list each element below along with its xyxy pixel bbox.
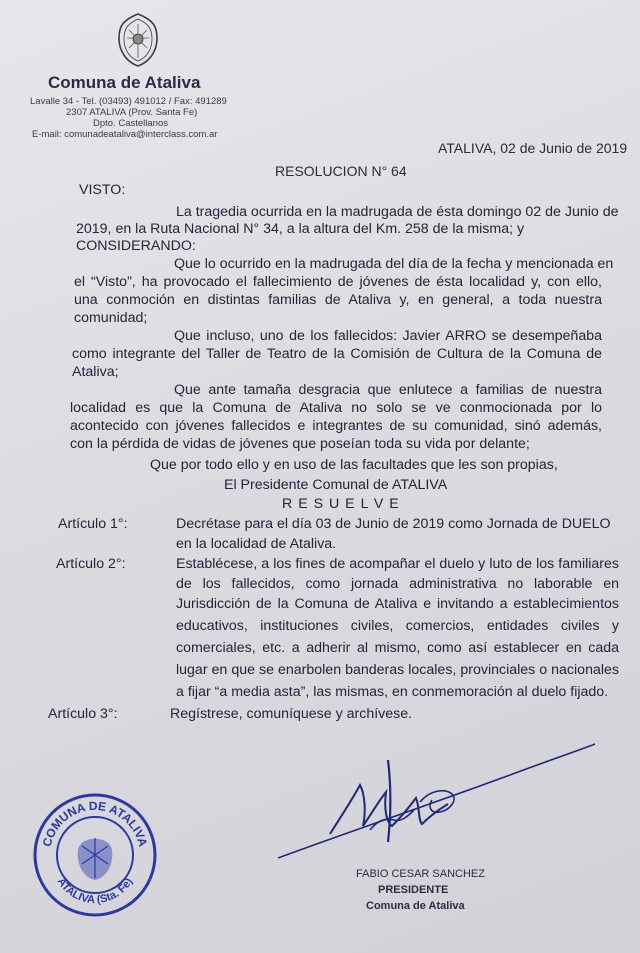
articulo-1-line: Decrétase para el día 03 de Junio de 2019 como Jornada de DUELO xyxy=(176,516,611,532)
resolution-title: RESOLUCION N° 64 xyxy=(275,163,407,179)
considerando-line: como integrante del Taller de Teatro de la Comisión de Cultura de la Comuna de xyxy=(72,346,602,362)
articulo-2-line: lugar en que se enarbolen banderas locales, provinciales o nacionales xyxy=(176,662,619,678)
presidente-line: El Presidente Comunal de ATALIVA xyxy=(224,477,448,493)
letterhead-dept: Dpto. Castellanos xyxy=(93,118,168,129)
considerando-line: una conmoción en distintas familias de Ataliva y, en general, a toda nuestra xyxy=(74,292,602,308)
articulo-1-line: en la localidad de Ataliva. xyxy=(176,536,337,552)
official-seal-icon xyxy=(30,790,160,920)
document-date: ATALIVA, 02 de Junio de 2019 xyxy=(438,140,628,156)
articulo-3-label: Artículo 3°: xyxy=(48,706,118,722)
considerando-line: Que ante tamaña desgracia que enlutece a familias de nuestra xyxy=(174,382,602,398)
visto-line: La tragedia ocurrida en la madrugada de ésta domingo 02 de Junio de xyxy=(176,204,619,220)
articulo-3-line: Regístrese, comuníquese y archívese. xyxy=(170,706,413,722)
articulo-2-line: Establécese, a los fines de acompañar el duelo y luto de los familiares xyxy=(176,556,619,572)
considerando-line: comunidad; xyxy=(74,310,148,326)
articulo-2-line: de los fallecidos, como jornada administrativa no laborable en xyxy=(176,576,619,592)
svg-text:ATALIVA (Sta. Fe) xyxy=(55,876,136,906)
articulo-2-line: Jurisdicción de la Comuna de Ataliva e invitando a establecimientos xyxy=(176,596,619,612)
letterhead-email: E-mail: comunadeataliva@interclass.com.ar xyxy=(32,129,218,140)
resuelve-heading: R E S U E L V E xyxy=(282,496,400,512)
considerando-line: Que incluso, uno de los fallecidos: Javier ARRO se desempeñaba xyxy=(174,328,602,344)
seal-top-text: COMUNA DE ATALIVA xyxy=(39,798,151,849)
letterhead-address: Lavalle 34 - Tel. (03493) 491012 / Fax: 491289 xyxy=(30,96,227,107)
signatory-role: PRESIDENTE xyxy=(378,884,449,896)
considerando-line: acontecido con jóvenes fallecidos e integrantes de su comunidad, sinó además, xyxy=(70,418,602,434)
articulo-2-label: Artículo 2°: xyxy=(56,556,126,572)
coat-of-arms-icon xyxy=(113,12,163,68)
letterhead-city: 2307 ATALIVA (Prov. Santa Fe) xyxy=(66,107,198,118)
considerando-heading: CONSIDERANDO: xyxy=(76,238,196,254)
articulo-2-line: comerciales, etc. a adherir al mismo, como así establecer en cada xyxy=(176,640,619,656)
articulo-1-label: Artículo 1°: xyxy=(58,516,128,532)
articulo-2-line: a fijar “a media asta”, las mismas, en conmemoración al duelo fijado. xyxy=(176,684,609,700)
considerando-line: localidad es que la Comuna de Ataliva no solo se ve conmocionada por lo xyxy=(70,400,602,416)
considerando-line: el “Visto”, ha provocado el fallecimiento de jóvenes de ésta localidad y, con ello, xyxy=(74,274,602,290)
articulo-2-line: educativos, instituciones civiles, comercios, entidades civiles y xyxy=(176,618,619,634)
visto-heading: VISTO: xyxy=(79,182,126,198)
considerando-line: Que por todo ello y en uso de las facultades que les son propias, xyxy=(150,457,558,473)
signatory-org: Comuna de Ataliva xyxy=(366,900,465,912)
visto-line: 2019, en la Ruta Nacional N° 34, a la altura del Km. 258 de la misma; y xyxy=(76,221,525,237)
considerando-line: con la pérdida de vidas de jóvenes que poseían toda su vida por delante; xyxy=(70,436,530,452)
signatory-name: FABIO CESAR SANCHEZ xyxy=(356,868,485,880)
signature-icon xyxy=(270,730,600,870)
seal-bottom-text: ATALIVA (Sta. Fe) xyxy=(54,875,136,907)
letterhead-title: Comuna de Ataliva xyxy=(48,73,201,92)
considerando-line: Ataliva; xyxy=(72,364,119,380)
considerando-line: Que lo ocurrido en la madrugada del día de la fecha y mencionada en xyxy=(174,256,614,272)
